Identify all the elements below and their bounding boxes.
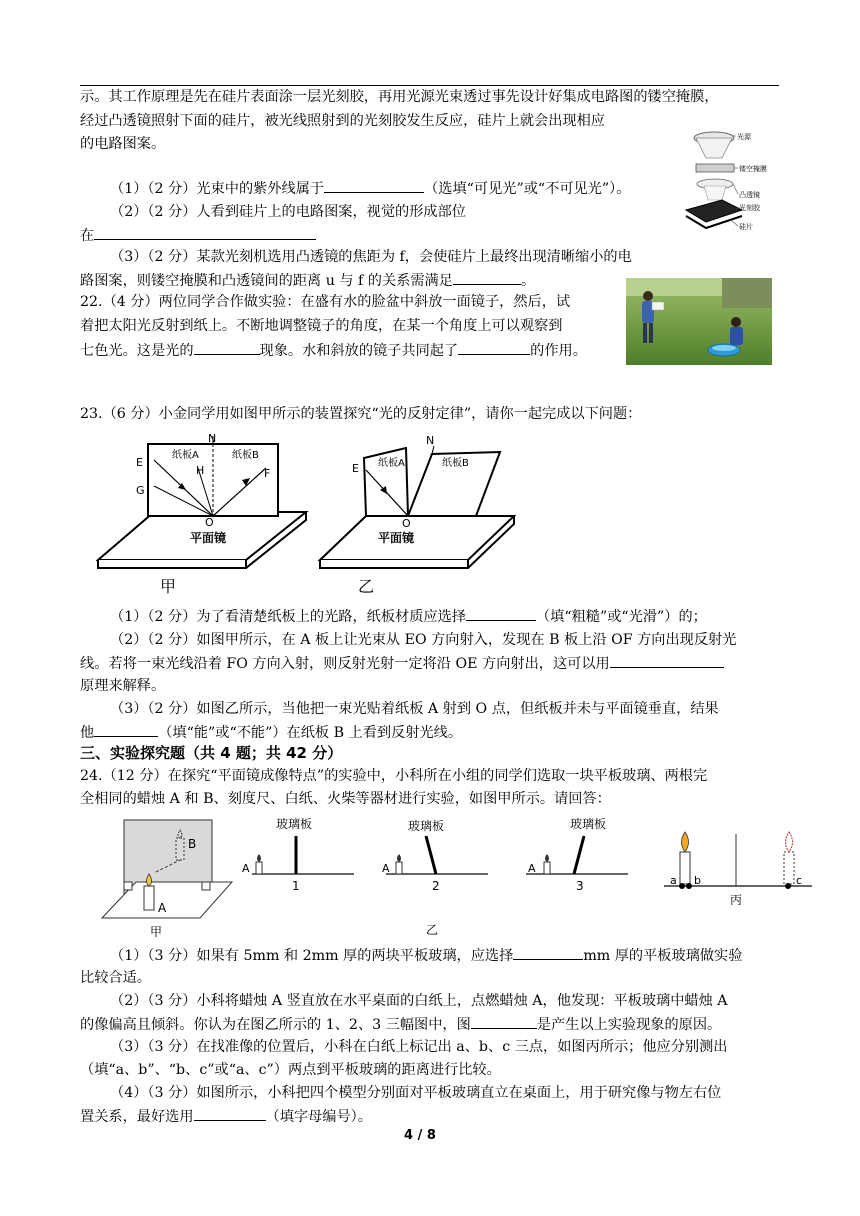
figure-jia [98,432,306,596]
q22-line1: 22.（4 分）两位同学合作做实验：在盛有水的脸盆中斜放一面镜子，然后，试 [80,294,571,310]
q24-part2: （2）（3 分）小科将蜡烛 A 竖直放在水平桌面的白纸上，点燃蜡烛 A，他发现：平板玻璃中蜡烛 A [110,993,728,1009]
page-number: 4 / 8 [404,1128,436,1143]
q22-line3-tail: 的作用。 [530,343,587,359]
label-E-yi: E [352,462,359,475]
label-G-jia: G [136,484,145,497]
label-A-yi2: A [382,862,390,875]
label-O-jia: O [205,516,214,529]
q23-part2c: 原理来解释。 [80,678,166,694]
q24-part4b-text: 置关系，最好选用 [80,1109,194,1125]
q24-line2: 全相同的蜡烛 A 和 B、刻度尺、白纸、火柴等器材进行实验，如图甲所示。请回答： [80,791,611,807]
q24-part3: （3）（3 分）在找准像的位置后，小科在白纸上标记出 a、b、c 三点，如图丙所示；他应分别测出 [110,1039,728,1055]
answer-blank[interactable] [513,945,583,960]
label-b: b [694,874,701,887]
q23-part2b-text: 线。若将一束光线沿着 FO 方向入射，则反射光射一定将沿 OE 方向射出，这可以用 [80,656,610,672]
label-N-yi: N [426,434,435,447]
label-F-jia: F [264,467,271,480]
label-num2: 2 [432,879,440,893]
label-boardB-jia: 纸板B [232,450,259,461]
label-c: c [796,874,803,887]
q24-part2b [80,1014,721,1035]
q23-part2: （2）（2 分）如图甲所示，在 A 板上让光束从 EO 方向射入，发现在 B 板上沿 OF 方向出现反射光 [110,632,737,648]
plane-mirror-figure [96,812,816,940]
label-a: a [670,874,677,887]
label-jia: 甲 [160,577,177,596]
q22-line2: 着把太阳光反射到纸上。不断地调整镜子的角度，在某一个角度上可以观察到 [80,318,563,334]
q24-part3b: （填“a、b”、“b、c”或“a、c”）两点到平板玻璃的距离进行比较。 [80,1062,501,1078]
q24-part1b: 比较合适。 [80,970,151,986]
q21-part1 [110,178,630,199]
section-three-heading: 三、实验探究题（共 4 题；共 42 分） [80,744,343,762]
q21-intro-line3: 的电路图案。 [80,136,166,152]
figure-yi [320,434,514,596]
answer-blank[interactable] [466,606,536,621]
label-yi: 乙 [358,577,375,596]
reflection-law-figure [96,430,516,598]
q22-line3 [80,340,587,361]
q21-part2b-text: 在 [80,228,95,244]
label-N-jia: N [208,432,217,445]
label-mirror-jia: 平面镜 [190,531,227,545]
label-mirror-yi: 平面镜 [378,531,415,545]
figure-yi-1 [242,816,354,893]
label-A-24: A [158,901,167,915]
label-boardA-yi: 纸板A [378,458,405,469]
q24-part1-text: （1）（3 分）如果有 5mm 和 2mm 厚的两块平板玻璃，应选择 [110,948,514,964]
label-num3: 3 [576,879,584,893]
figure-jia-24 [102,820,232,939]
answer-blank[interactable] [324,178,424,193]
q23-part3: （3）（2 分）如图乙所示，当他把一束光贴着纸板 A 射到 O 点，但纸板并未与平面镜垂直，结果 [110,701,719,717]
label-light-source: 光源 [737,133,751,141]
q23-part3b [80,722,462,743]
q24-part1 [110,945,742,966]
answer-blank[interactable] [194,340,260,355]
label-mask: 镂空掩膜 [739,165,767,173]
label-jia-24: 甲 [150,925,163,939]
label-B-24: B [188,837,197,851]
q22-line3-text: 七色光。这是光的 [80,343,194,359]
label-lens: 凸透镜 [739,191,760,199]
label-photoresist: 光刻胶 [739,204,760,212]
answer-blank[interactable] [94,722,158,737]
answer-blank[interactable] [471,1014,537,1029]
q24-part1-tail: mm 厚的平板玻璃做实验 [583,948,743,964]
q23-part1-tail: （填“粗糙”或“光滑”）的； [535,609,707,625]
answer-blank[interactable] [194,1106,266,1121]
label-boardB-yi: 纸板B [442,458,469,469]
q23-part1-text: （1）（2 分）为了看清楚纸板上的光路，纸板材质应选择 [110,609,466,625]
q21-part1-tail: （选填“可见光”或“不可见光”）。 [424,181,631,197]
header-rule [80,85,779,86]
q21-part3b [80,270,535,291]
label-num1: 1 [292,879,300,893]
label-E-jia: E [136,456,143,469]
q23-title: 23.（6 分）小金同学用如图甲所示的装置探究“光的反射定律”，请你一起完成以下问题： [80,406,642,422]
q22-line3-mid: 现象。水和斜放的镜子共同起了 [259,343,459,359]
label-yi-24: 乙 [426,923,439,937]
label-glass-yi3: 玻璃板 [570,817,607,831]
label-bing: 丙 [730,893,743,907]
figure-bing [664,832,812,907]
label-boardA-jia: 纸板A [172,450,199,461]
q21-part2b [80,225,316,246]
q24-part4b [80,1106,372,1127]
label-glass-yi1: 玻璃板 [276,817,313,831]
figure-yi-2 [382,818,488,937]
q24-part2b-tail: 是产生以上实验现象的原因。 [536,1017,722,1033]
q21-part3b-tail: 。 [520,273,536,289]
answer-blank[interactable] [458,340,530,355]
lithography-figure [682,124,782,236]
q24-part2b-text: 的像偏高且倾斜。你认为在图乙所示的 1、2、3 三幅图中，图 [80,1017,471,1033]
q23-part2b [80,653,724,674]
label-O-yi: O [402,517,411,530]
q23-part3b-tail: （填“能”或“不能”）在纸板 B 上看到反射光线。 [158,725,463,741]
q23-part3b-text: 他 [80,725,95,741]
q21-part2: （2）（2 分）人看到硅片上的电路图案，视觉的形成部位 [110,204,466,220]
q21-part3: （3）（2 分）某款光刻机选用凸透镜的焦距为 f，会使硅片上最终出现清晰缩小的电 [110,249,632,265]
label-A-yi1: A [242,862,250,875]
q21-part3b-text: 路图案，则镂空掩膜和凸透镜间的距离 u 与 f 的关系需满足 [80,273,453,289]
label-wafer: 硅片 [739,223,753,231]
answer-blank[interactable] [94,225,316,240]
q24-line1: 24.（12 分）在探究“平面镜成像特点”的实验中，小科所在小组的同学们选取一块平板玻璃、两根完 [80,768,708,784]
figure-yi-3 [526,816,628,893]
answer-blank[interactable] [610,653,724,668]
label-glass-yi2: 玻璃板 [408,819,445,833]
q23-part1 [110,606,707,627]
label-A-yi3: A [528,862,536,875]
q21-part1-text: （1）（2 分）光束中的紫外线属于 [110,181,325,197]
label-H-jia: H [196,464,205,477]
q21-intro-line1: 示。其工作原理是先在硅片表面涂一层光刻胶，再用光源光束透过事先设计好集成电路图的镂空掩膜， [80,89,719,105]
q24-part4b-tail: （填字母编号）。 [265,1109,372,1125]
q21-intro-line2: 经过凸透镜照射下面的硅片，被光线照射到的光刻胶发生反应，硅片上就会出现相应 [80,113,605,129]
q24-part4: （4）（3 分）如图所示，小科把四个模型分别面对平板玻璃直立在桌面上，用于研究像与物左右位 [110,1085,722,1101]
children-experiment-photo [626,278,772,365]
answer-blank[interactable] [453,270,521,285]
